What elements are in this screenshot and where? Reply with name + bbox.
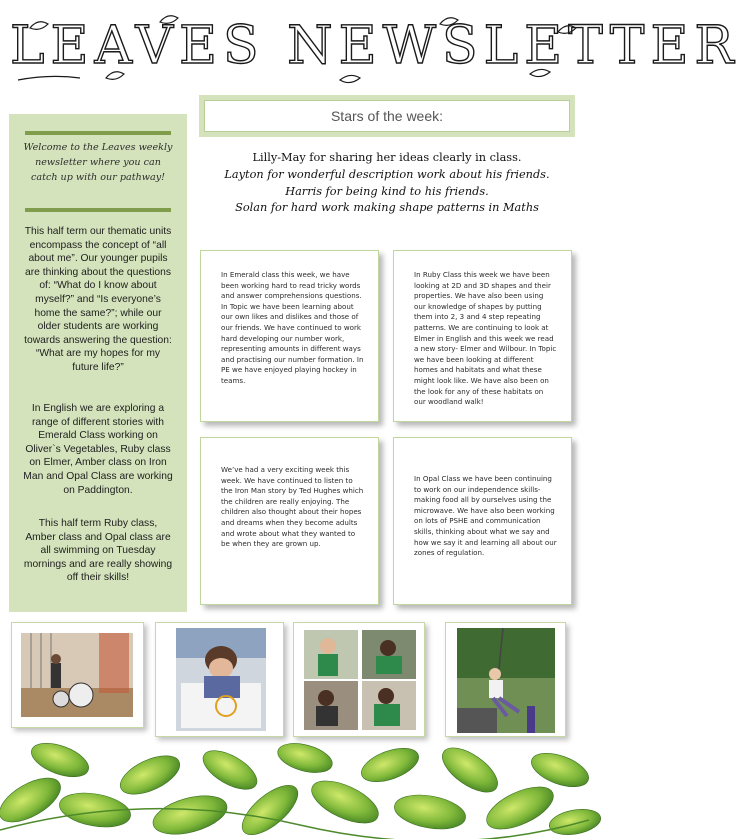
- photo-drawing: [155, 622, 284, 737]
- amber-class-text: We’ve had a very exciting week this week. We have continued to listen to the Iron Man story by Ted Hughes which the children are really enjoying. The children also thought about their hopes and dreams when they become adults and wrote about what they wanted to be when they are grown up.: [221, 465, 364, 549]
- ruby-class-card: [393, 250, 572, 422]
- opal-class-text: In Opal Class we have been continuing to work on our independence skills-making food all by ourselves using the microwave. We have also been working on lots of PSHE and communication skills, thinking about what we say and how we say it and learning all about our zones of regulation.: [414, 474, 557, 558]
- opal-class-card: [393, 437, 572, 605]
- english-stories-text: In English we are exploring a range of different stories with Emerald Class working on Oliver`s Vegetables, Ruby class on Elmer, Amber class on Iron Man and Opal Class are working on Paddington.: [23, 403, 173, 496]
- welcome-text: Welcome to the Leaves weekly newsletter where you can catch up with our pathway!: [23, 142, 173, 183]
- stars-title: Stars of the week:: [330, 108, 444, 124]
- star-entry: Layton for wonderful description work about his friends.: [224, 167, 550, 181]
- star-entry: Solan for hard work making shape patterns in Maths: [235, 201, 539, 215]
- thematic-units-text: This half term our thematic units encompass the concept of “all about me”. Our younger pupils are thinking about the questions of: “What do I know about myself?” and “Is everyone’s home the same?”; while our older students are working towards answering the question: “What are my hopes for my future life?”: [24, 226, 172, 373]
- sidebar-rule-top: [25, 131, 171, 135]
- photo-swing: [445, 622, 566, 737]
- swimming-text: This half term Ruby class, Amber class and Opal class are all swimming on Tuesday mornings and are really showing off their skills!: [23, 518, 173, 584]
- star-entry: Lilly-May for sharing her ideas clearly in class.: [252, 151, 522, 164]
- newsletter-title: LEAVES NEWSLETTER: [10, 16, 740, 76]
- amber-class-card: [200, 437, 379, 605]
- masthead: [10, 8, 740, 90]
- emerald-class-text: In Emerald class this week, we have been working hard to read tricky words and answer comprehensions questions. In Topic we have been learning about our own likes and dislikes and those of our friends. We have continued to work hard developing our number work, representing amounts in different ways and practising our number formation. In PE we have enjoyed playing hockey in teams.: [221, 270, 364, 385]
- star-entry: Harris for being kind to his friends.: [285, 184, 489, 198]
- sidebar: [9, 114, 187, 612]
- photo-drums: [11, 622, 144, 728]
- photo-collage: [293, 622, 425, 737]
- stars-heading-box: [199, 95, 575, 137]
- emerald-class-card: [200, 250, 379, 422]
- stars-list: [199, 150, 575, 217]
- sidebar-rule-bottom: [25, 208, 171, 212]
- leaf-border-icon: [0, 730, 589, 834]
- stars-heading-inner: [204, 100, 570, 132]
- ruby-class-text: In Ruby Class this week we have been looking at 2D and 3D shapes and their properties. We have also been using our knowledge of shapes by putting them into 2, 3 and 4 step repeating patterns. We are continuing to look at Elmer in English and this week we read a new story- Elmer and Wilbour. In Topic we have been looking at different homes and habitats and what these might look like. We have also been on the look for any of these habitats on our woodland walk!: [414, 270, 557, 407]
